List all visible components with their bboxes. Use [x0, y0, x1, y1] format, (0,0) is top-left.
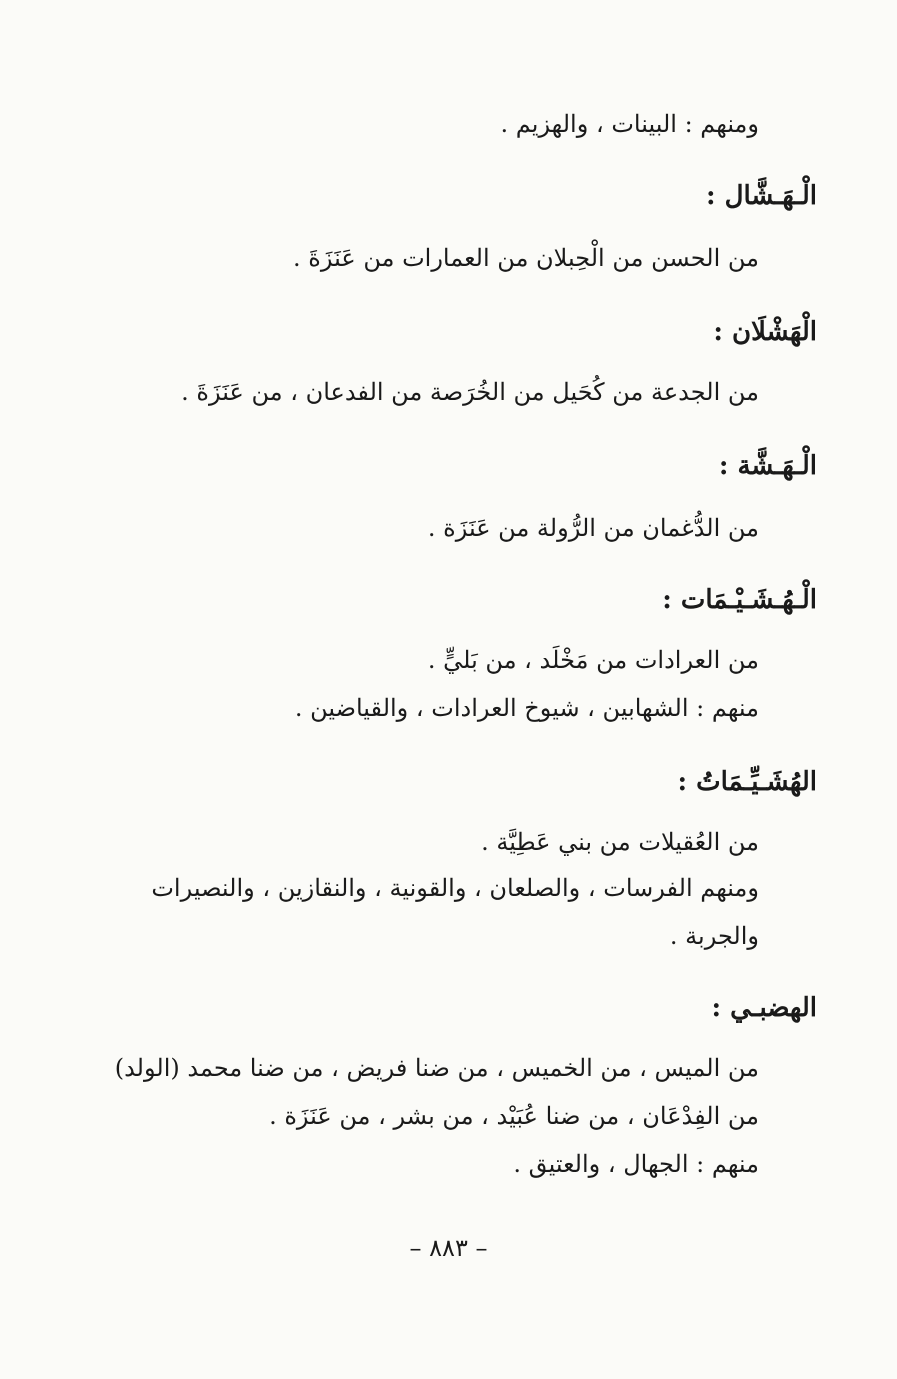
- entry-line: من الجدعة من كُحَيل من الخُرَصة من الفدعان ، من عَنَزَةَ .: [181, 378, 759, 406]
- entry-heading: الْـهَـشَّال :: [705, 181, 817, 211]
- entry-line: من الحسن من الْحِبلان من العمارات من عَنَزَةَ .: [293, 244, 759, 272]
- entry-heading: الْهَشْلَان :: [713, 317, 817, 347]
- entry-heading: الهُشَـيِّـمَاتُ :: [677, 767, 817, 797]
- entry-line: من الميس ، من الخميس ، من ضنا فريض ، من ضنا محمد (الولد): [114, 1054, 759, 1082]
- entry-line: من الفِدْعَان ، من ضنا عُبَيْد ، من بشر ، من عَنَزَة .: [269, 1102, 759, 1130]
- entry-line: منهم : الجهال ، والعتيق .: [513, 1150, 759, 1178]
- entry-line: ومنهم الفرسات ، والصلعان ، والقونية ، والنقازين ، والنصيرات: [151, 874, 759, 902]
- page-number: – ٨٨٣ –: [409, 1234, 488, 1262]
- entry-heading: الْـهَـشَّة :: [718, 451, 817, 481]
- entry-line: ومنهم : البينات ، والهزيم .: [500, 110, 759, 138]
- entry-heading: الهضبـي :: [711, 993, 817, 1023]
- entry-line: والجربة .: [669, 922, 759, 950]
- entry-line: من الدُّغمان من الرُّولة من عَنَزَة .: [427, 514, 759, 542]
- entry-line: من العُقيلات من بني عَطِيَّة .: [481, 828, 759, 856]
- entry-line: من العرادات من مَخْلَد ، من بَليٍّ .: [427, 646, 759, 674]
- entry-heading: الْـهُـشَـيْـمَات :: [662, 585, 817, 615]
- entry-line: منهم : الشهابين ، شيوخ العرادات ، والقياضين .: [294, 694, 759, 722]
